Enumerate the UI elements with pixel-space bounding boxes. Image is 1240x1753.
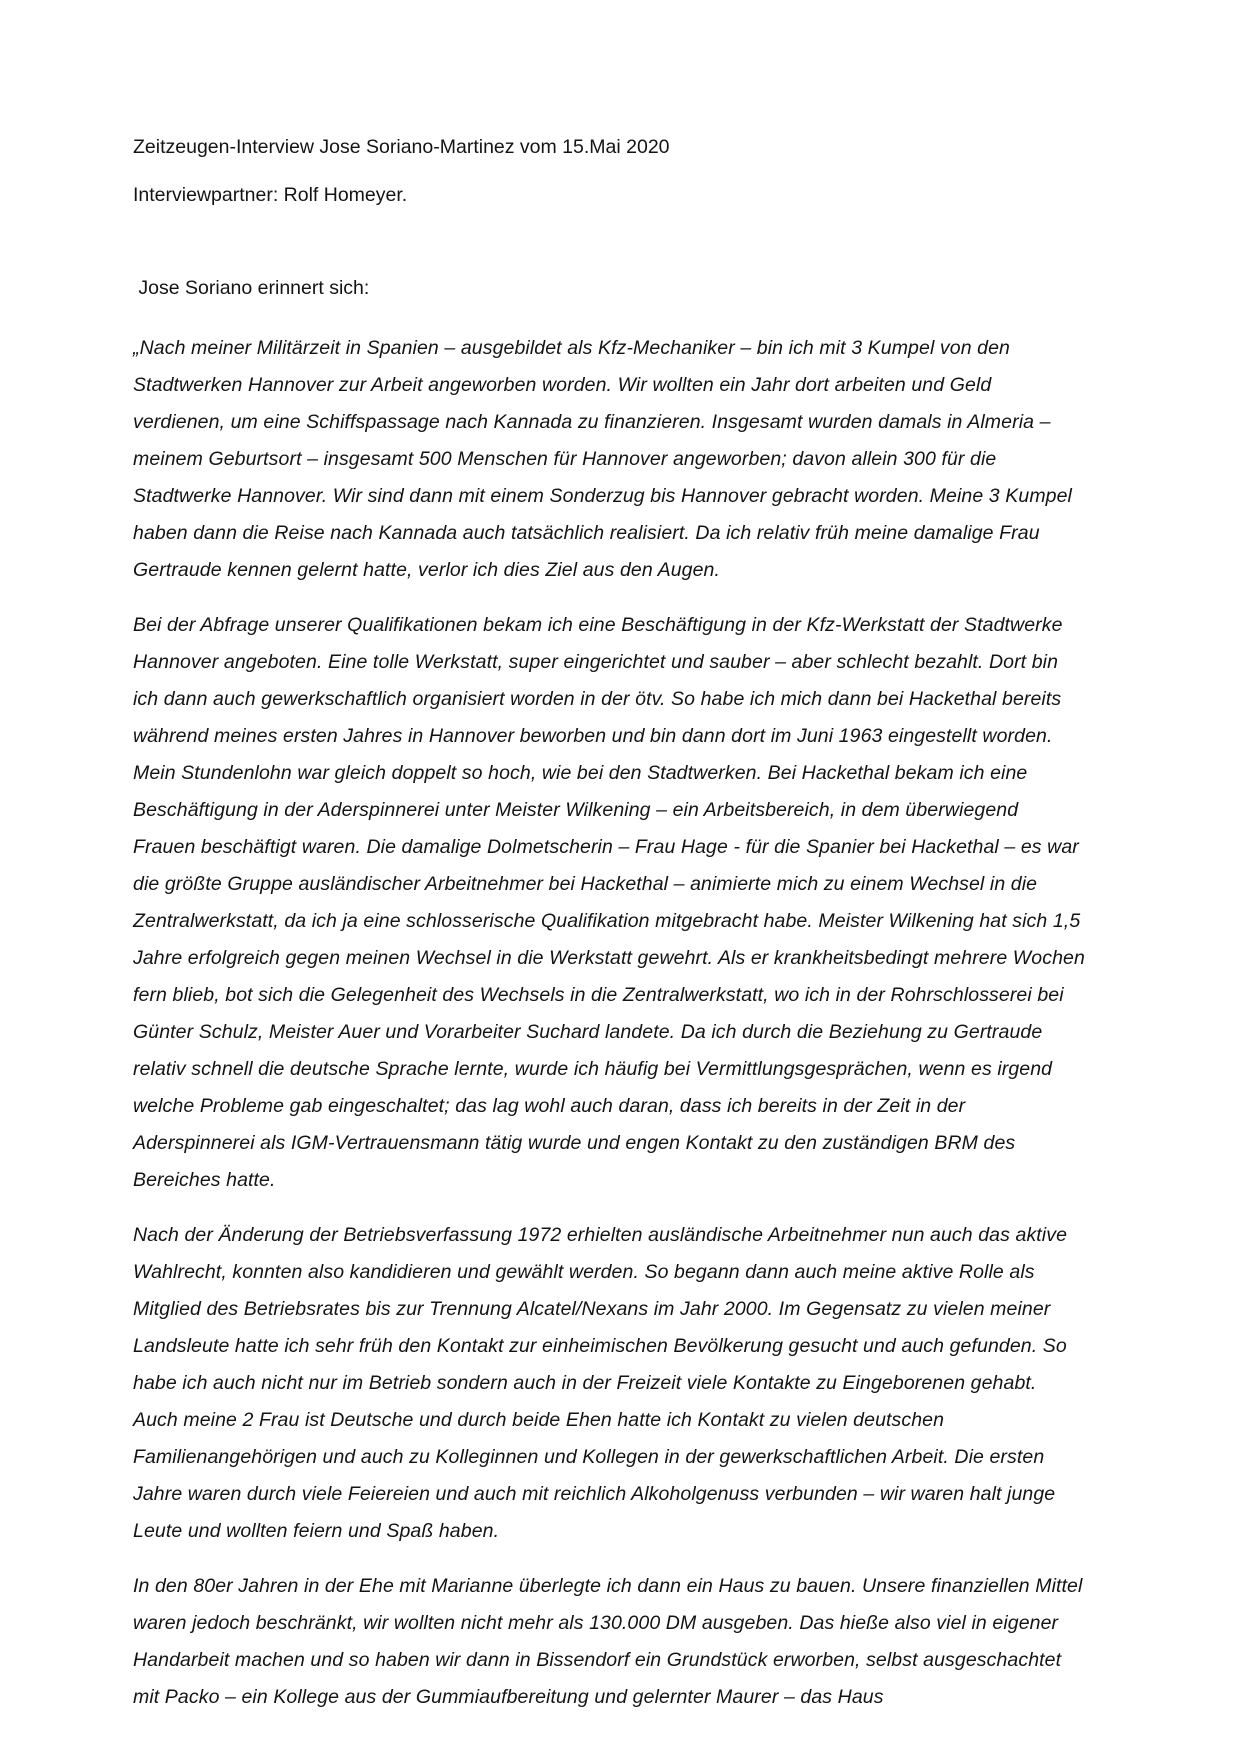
paragraph-house-building: In den 80er Jahren in der Ehe mit Marianne überlegte ich dann ein Haus zu bauen. Unsere finanziellen Mittel waren jedoch beschränkt, wir wollten nicht mehr als 130.000 DM ausgeben. Das hieße also viel in eigener Handarbeit machen und so haben wir dann in Bissendorf ein Grundstück erworben, selbst ausgeschachtet mit Packo – ein Kollege aus der Gummiaufbereitung und gelernter Maurer – das Haus (133, 1575, 1083, 1708)
paragraph-qualifications-hackethal: Bei der Abfrage unserer Qualifikationen bekam ich eine Beschäftigung in der Kfz-Werkstatt der Stadtwerke Hannover angeboten. Eine tolle Werkstatt, super eingerichtet und sauber – aber schlecht bezahlt. Dort bin ich dann auch gewerkschaftlich organisiert worden in der ötv. So habe ich mich dann bei Hackethal bereits während meines ersten Jahres in Hannover beworben und bin dann dort im Juni 1963 eingestellt worden. Mein Stundenlohn war gleich doppelt so hoch, wie bei den Stadtwerken. Bei Hackethal bekam ich eine Beschäftigung in der Aderspinnerei unter Meister Wilkening – ein Arbeitsbereich, in dem überwiegend Frauen beschäftigt waren. Die damalige Dolmetscherin – Frau Hage - für die Spanier bei Hackethal – es war die größte Gruppe ausländischer Arbeitnehmer bei Hackethal – animierte mich zu einem Wechsel in die Zentralwerkstatt, da ich ja eine schlosserische Qualifikation mitgebracht habe. Meister Wilkening hat sich 1,5 Jahre erfolgreich gegen meinen Wechsel in die Werkstatt gewehrt. Als er krankheitsbedingt mehrere Wochen fern blieb, bot sich die Gelegenheit des Wechsels in die Zentralwerkstatt, wo ich in der Rohrschlosserei bei Günter Schulz, Meister Auer und Vorarbeiter Suchard landete. Da ich durch die Beziehung zu Gertraude relativ schnell die deutsche Sprache lernte, wurde ich häufig bei Vermittlungsgesprächen, wenn es irgend welche Probleme gab eingeschaltet; das lag wohl auch daran, dass ich bereits in der Zeit in der Aderspinnerei als IGM-Vertrauensmann tätig wurde und engen Kontakt zu den zuständigen BRM des Bereiches hatte. (133, 614, 1085, 1191)
document-title: Zeitzeugen-Interview Jose Soriano-Martinez vom 15.Mai 2020 (133, 136, 670, 158)
interviewer-line: Interviewpartner: Rolf Homeyer. (133, 184, 408, 206)
paragraph-military-service: „Nach meiner Militärzeit in Spanien – ausgebildet als Kfz-Mechaniker – bin ich mit 3 Kumpel von den Stadtwerken Hannover zur Arbeit angeworben worden. Wir wollten ein Jahr dort arbeiten und Geld verdienen, um eine Schiffspassage nach Kannada zu finanzieren. Insgesamt wurden damals in Almeria – meinem Geburtsort – insgesamt 500 Menschen für Hannover angeworben; davon allein 300 für die Stadtwerke Hannover. Wir sind dann mit einem Sonderzug bis Hannover gebracht worden. Meine 3 Kumpel haben dann die Reise nach Kannada auch tatsächlich realisiert. Da ich relativ früh meine damalige Frau Gertraude kennen gelernt hatte, verlor ich dies Ziel aus den Augen. (133, 337, 1072, 581)
document-content (133, 135, 1085, 1734)
paragraph-betriebsverfassung: Nach der Änderung der Betriebsverfassung 1972 erhielten ausländische Arbeitnehmer nun auch das aktive Wahlrecht, konnten also kandidieren und gewählt werden. So begann dann auch meine aktive Rolle als Mitglied des Betriebsrates bis zur Trennung Alcatel/Nexans im Jahr 2000. Im Gegensatz zu vielen meiner Landsleute hatte ich sehr früh den Kontakt zur einheimischen Bevölkerung gesucht und auch gefunden. So habe ich auch nicht nur im Betrieb sondern auch in der Freizeit viele Kontakte zu Eingeborenen gehabt. Auch meine 2 Frau ist Deutsche und durch beide Ehen hatte ich Kontakt zu vielen deutschen Familienangehörigen und auch zu Kolleginnen und Kollegen in der gewerkschaftlichen Arbeit. Die ersten Jahre waren durch viele Feiereien und auch mit reichlich Alkoholgenuss verbunden – wir waren halt junge Leute und wollten feiern und Spaß haben. (133, 1224, 1068, 1542)
intro-line: Jose Soriano erinnert sich: (133, 277, 370, 299)
